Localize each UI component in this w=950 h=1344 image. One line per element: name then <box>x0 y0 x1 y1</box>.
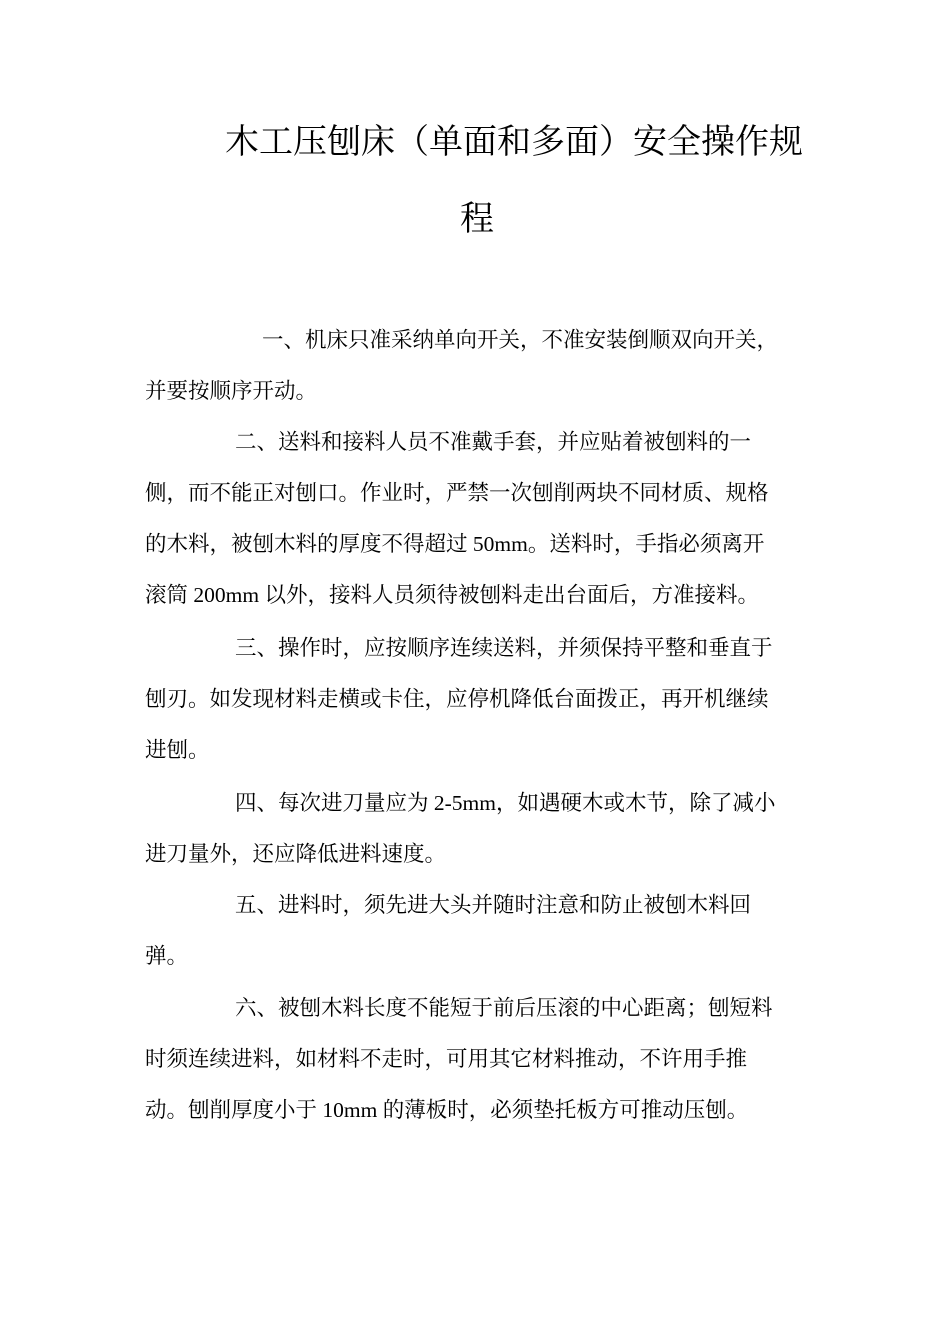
paragraph-2-line-4: 滚筒 200mm 以外，接料人员须待被刨料走出台面后，方准接料。 <box>145 583 759 607</box>
document-title-line-1: 木工压刨床（单面和多面）安全操作规 <box>225 124 803 161</box>
paragraph-6-line-1: 六、被刨木料长度不能短于前后压滚的中心距离；刨短料 <box>235 996 773 1020</box>
document-title-line-2: 程 <box>460 201 494 238</box>
paragraph-3-line-1: 三、操作时，应按顺序连续送料，并须保持平整和垂直于 <box>235 636 773 660</box>
paragraph-4-line-1: 四、每次进刀量应为 2-5mm，如遇硬木或木节，除了减小 <box>235 791 776 815</box>
paragraph-5-line-2: 弹。 <box>145 944 189 968</box>
paragraph-3-line-2: 刨刃。如发现材料走横或卡住，应停机降低台面拨正，再开机继续 <box>145 687 769 711</box>
paragraph-2-line-1: 二、送料和接料人员不准戴手套，并应贴着被刨料的一 <box>235 430 752 454</box>
paragraph-5-line-1: 五、进料时，须先进大头并随时注意和防止被刨木料回 <box>235 893 752 917</box>
paragraph-1-line-1: 一、机床只准采纳单向开关，不准安装倒顺双向开关， <box>262 328 779 352</box>
paragraph-4-line-2: 进刀量外，还应降低进料速度。 <box>145 842 447 866</box>
paragraph-1-line-2: 并要按顺序开动。 <box>145 379 318 403</box>
paragraph-2-line-2: 侧，而不能正对刨口。作业时，严禁一次刨削两块不同材质、规格 <box>145 481 769 505</box>
paragraph-3-line-3: 进刨。 <box>145 738 210 762</box>
paragraph-6-line-3: 动。刨削厚度小于 10mm 的薄板时，必须垫托板方可推动压刨。 <box>145 1098 749 1122</box>
paragraph-2-line-3: 的木料，被刨木料的厚度不得超过 50mm。送料时，手指必须离开 <box>145 532 765 556</box>
paragraph-6-line-2: 时须连续进料，如材料不走时，可用其它材料推动，不许用手推 <box>145 1047 748 1071</box>
